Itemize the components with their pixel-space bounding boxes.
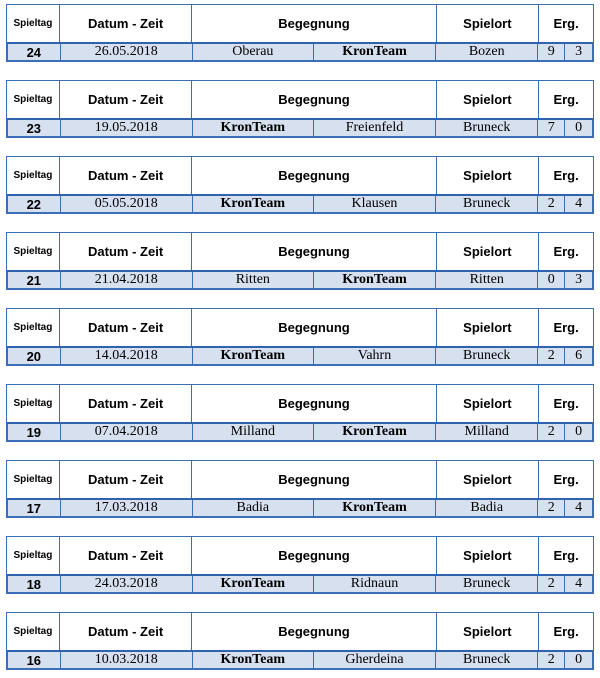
match-venue: Ritten xyxy=(436,272,538,288)
match-venue: Bruneck xyxy=(436,120,538,136)
match-table xyxy=(6,612,594,670)
match-header-row xyxy=(6,308,594,346)
away-team: Gherdeina xyxy=(314,652,436,668)
header-spielort: Spielort xyxy=(437,537,540,574)
match-data-row xyxy=(6,194,594,214)
header-ergebnis: Erg. xyxy=(553,16,579,31)
match-date: 26.05.2018 xyxy=(61,44,193,60)
match-data-row xyxy=(6,42,594,62)
header-datum: Datum - Zeit xyxy=(60,385,193,422)
match-data-row xyxy=(6,498,594,518)
match-data-row xyxy=(6,650,594,670)
score-home: 2 xyxy=(538,348,565,364)
header-spielort: Spielort xyxy=(437,81,540,118)
header-datum: Datum - Zeit xyxy=(60,613,193,650)
home-team: KronTeam xyxy=(193,652,314,668)
header-spieltag: Spieltag xyxy=(7,233,60,270)
away-team: Freienfeld xyxy=(314,120,436,136)
match-date: 10.03.2018 xyxy=(61,652,193,668)
score-home: 2 xyxy=(538,652,565,668)
score-away: 0 xyxy=(575,652,583,667)
match-date: 05.05.2018 xyxy=(61,196,193,212)
score-away: 3 xyxy=(575,272,583,287)
score-away: 6 xyxy=(575,348,583,363)
score-away: 0 xyxy=(575,424,583,439)
header-datum: Datum - Zeit xyxy=(60,157,193,194)
away-team: Ridnaun xyxy=(314,576,436,592)
score-home: 2 xyxy=(538,576,565,592)
match-header-row xyxy=(6,384,594,422)
header-ergebnis: Erg. xyxy=(553,92,579,107)
header-spieltag: Spieltag xyxy=(7,613,60,650)
score-home: 7 xyxy=(538,120,565,136)
header-spieltag: Spieltag xyxy=(7,81,60,118)
home-team: KronTeam xyxy=(193,196,314,212)
header-datum: Datum - Zeit xyxy=(60,309,193,346)
match-venue: Badia xyxy=(436,500,538,516)
match-table xyxy=(6,232,594,290)
match-header-row xyxy=(6,612,594,650)
header-begegnung: Begegnung xyxy=(192,385,436,422)
header-spieltag: Spieltag xyxy=(7,385,60,422)
header-ergebnis: Erg. xyxy=(553,168,579,183)
score-away: 3 xyxy=(575,44,583,59)
spieltag-number: 23 xyxy=(8,120,61,136)
match-venue: Bruneck xyxy=(436,348,538,364)
match-table xyxy=(6,536,594,594)
score-away: 0 xyxy=(575,120,583,135)
header-spielort: Spielort xyxy=(437,233,540,270)
score-away: 4 xyxy=(575,500,583,515)
home-team: Badia xyxy=(193,500,314,516)
header-ergebnis: Erg. xyxy=(553,548,579,563)
header-ergebnis: Erg. xyxy=(553,624,579,639)
header-spielort: Spielort xyxy=(437,385,540,422)
match-venue: Bozen xyxy=(436,44,538,60)
home-team: KronTeam xyxy=(193,576,314,592)
match-venue: Bruneck xyxy=(436,652,538,668)
match-data-row xyxy=(6,574,594,594)
header-spieltag: Spieltag xyxy=(7,157,60,194)
score-home: 2 xyxy=(538,500,565,516)
header-begegnung: Begegnung xyxy=(192,81,436,118)
header-spielort: Spielort xyxy=(437,309,540,346)
spieltag-number: 24 xyxy=(8,44,61,60)
match-table xyxy=(6,4,594,62)
match-data-row xyxy=(6,422,594,442)
match-date: 24.03.2018 xyxy=(61,576,193,592)
header-begegnung: Begegnung xyxy=(192,461,436,498)
header-spielort: Spielort xyxy=(437,461,540,498)
away-team: KronTeam xyxy=(314,272,436,288)
header-spielort: Spielort xyxy=(437,613,540,650)
match-header-row xyxy=(6,156,594,194)
spieltag-number: 17 xyxy=(8,500,61,516)
match-header-row xyxy=(6,232,594,270)
match-date: 14.04.2018 xyxy=(61,348,193,364)
score-home: 2 xyxy=(538,196,565,212)
header-datum: Datum - Zeit xyxy=(60,81,193,118)
home-team: Milland xyxy=(193,424,314,440)
match-date: 21.04.2018 xyxy=(61,272,193,288)
score-home: 9 xyxy=(538,44,565,60)
header-ergebnis: Erg. xyxy=(553,396,579,411)
match-date: 19.05.2018 xyxy=(61,120,193,136)
home-team: KronTeam xyxy=(193,120,314,136)
match-venue: Milland xyxy=(436,424,538,440)
home-team: KronTeam xyxy=(193,348,314,364)
match-data-row xyxy=(6,118,594,138)
spieltag-number: 16 xyxy=(8,652,61,668)
match-venue: Bruneck xyxy=(436,196,538,212)
away-team: KronTeam xyxy=(314,44,436,60)
match-header-row xyxy=(6,4,594,42)
match-date: 17.03.2018 xyxy=(61,500,193,516)
header-spieltag: Spieltag xyxy=(7,461,60,498)
header-begegnung: Begegnung xyxy=(192,537,436,574)
match-data-row xyxy=(6,346,594,366)
spieltag-number: 21 xyxy=(8,272,61,288)
home-team: Oberau xyxy=(193,44,314,60)
match-header-row xyxy=(6,536,594,574)
score-home: 2 xyxy=(538,424,565,440)
home-team: Ritten xyxy=(193,272,314,288)
header-begegnung: Begegnung xyxy=(192,613,436,650)
match-table xyxy=(6,384,594,442)
header-begegnung: Begegnung xyxy=(192,157,436,194)
match-table xyxy=(6,156,594,214)
spieltag-number: 19 xyxy=(8,424,61,440)
match-table xyxy=(6,80,594,138)
away-team: KronTeam xyxy=(314,424,436,440)
header-spieltag: Spieltag xyxy=(7,5,60,42)
header-ergebnis: Erg. xyxy=(553,244,579,259)
match-header-row xyxy=(6,460,594,498)
header-datum: Datum - Zeit xyxy=(60,5,193,42)
score-home: 0 xyxy=(538,272,565,288)
header-datum: Datum - Zeit xyxy=(60,233,193,270)
header-begegnung: Begegnung xyxy=(192,233,436,270)
header-ergebnis: Erg. xyxy=(553,320,579,335)
header-begegnung: Begegnung xyxy=(192,309,436,346)
spieltag-number: 18 xyxy=(8,576,61,592)
match-table xyxy=(6,308,594,366)
away-team: Vahrn xyxy=(314,348,436,364)
header-datum: Datum - Zeit xyxy=(60,537,193,574)
spieltag-number: 20 xyxy=(8,348,61,364)
header-datum: Datum - Zeit xyxy=(60,461,193,498)
score-away: 4 xyxy=(575,196,583,211)
header-spielort: Spielort xyxy=(437,157,540,194)
header-begegnung: Begegnung xyxy=(192,5,436,42)
match-table xyxy=(6,460,594,518)
match-header-row xyxy=(6,80,594,118)
header-ergebnis: Erg. xyxy=(553,472,579,487)
away-team: Klausen xyxy=(314,196,436,212)
score-away: 4 xyxy=(575,576,583,591)
header-spieltag: Spieltag xyxy=(7,537,60,574)
match-data-row xyxy=(6,270,594,290)
away-team: KronTeam xyxy=(314,500,436,516)
match-date: 07.04.2018 xyxy=(61,424,193,440)
header-spielort: Spielort xyxy=(437,5,540,42)
match-venue: Bruneck xyxy=(436,576,538,592)
spieltag-number: 22 xyxy=(8,196,61,212)
header-spieltag: Spieltag xyxy=(7,309,60,346)
